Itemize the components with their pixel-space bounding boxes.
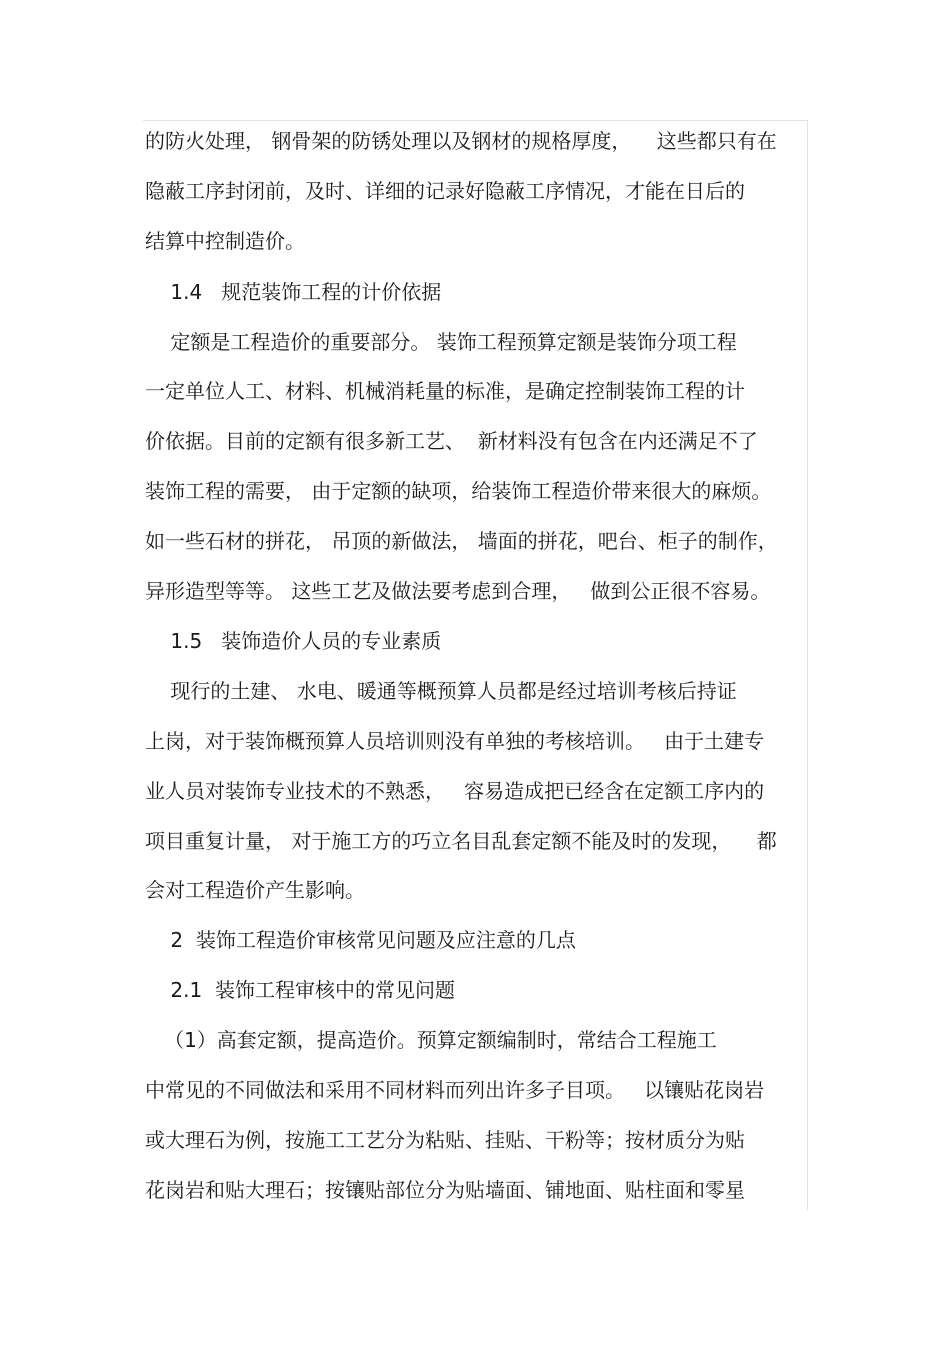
text-line: 或大理石为例，按施工工艺分为粘贴、挂贴、干粉等；按材质分为贴 (145, 1128, 745, 1152)
text-line: 异形造型等等。 这些工艺及做法要考虑到合理， 做到公正很不容易。 (145, 579, 771, 603)
section-heading: 2 装饰工程造价审核常见问题及应注意的几点 (145, 928, 576, 952)
text-line: 会对工程造价产生影响。 (145, 878, 365, 902)
text-line: 隐蔽工序封闭前，及时、详细的记录好隐蔽工序情况，才能在日后的 (145, 179, 745, 203)
text-line: 的防火处理， 钢骨架的防锈处理以及钢材的规格厚度， 这些都只有在 (145, 129, 777, 153)
text-line: 结算中控制造价。 (145, 229, 305, 253)
text-line: 如一些石材的拼花， 吊顶的新做法， 墙面的拼花，吧台、柜子的制作， (145, 529, 778, 553)
section-heading: 2.1 装饰工程审核中的常见问题 (145, 978, 455, 1002)
text-line: 花岗岩和贴大理石；按镶贴部位分为贴墙面、铺地面、贴柱面和零星 (145, 1178, 745, 1202)
text-line: 定额是工程造价的重要部分。 装饰工程预算定额是装饰分项工程 (145, 330, 737, 354)
text-line: 业人员对装饰专业技术的不熟悉， 容易造成把已经含在定额工序内的 (145, 779, 765, 803)
text-line: 装饰工程的需要， 由于定额的缺项，给装饰工程造价带来很大的麻烦。 (145, 479, 772, 503)
text-line: 现行的土建、 水电、暖通等概预算人员都是经过培训考核后持证 (145, 679, 737, 703)
text-line: 价依据。目前的定额有很多新工艺、 新材料没有包含在内还满足不了 (145, 429, 758, 453)
text-line: （1）高套定额，提高造价。预算定额编制时，常结合工程施工 (145, 1028, 717, 1052)
text-line: 中常见的不同做法和采用不同材料而列出许多子目项。 以镶贴花岗岩 (145, 1078, 765, 1102)
section-heading: 1.5 装饰造价人员的专业素质 (145, 629, 442, 653)
text-line: 一定单位人工、材料、机械消耗量的标准，是确定控制装饰工程的计 (145, 379, 745, 403)
text-line: 项目重复计量， 对于施工方的巧立名目乱套定额不能及时的发现， 都 (145, 829, 777, 853)
text-line: 上岗，对于装饰概预算人员培训则没有单独的考核培训。 由于土建专 (145, 729, 765, 753)
section-heading: 1.4 规范装饰工程的计价依据 (145, 280, 442, 304)
